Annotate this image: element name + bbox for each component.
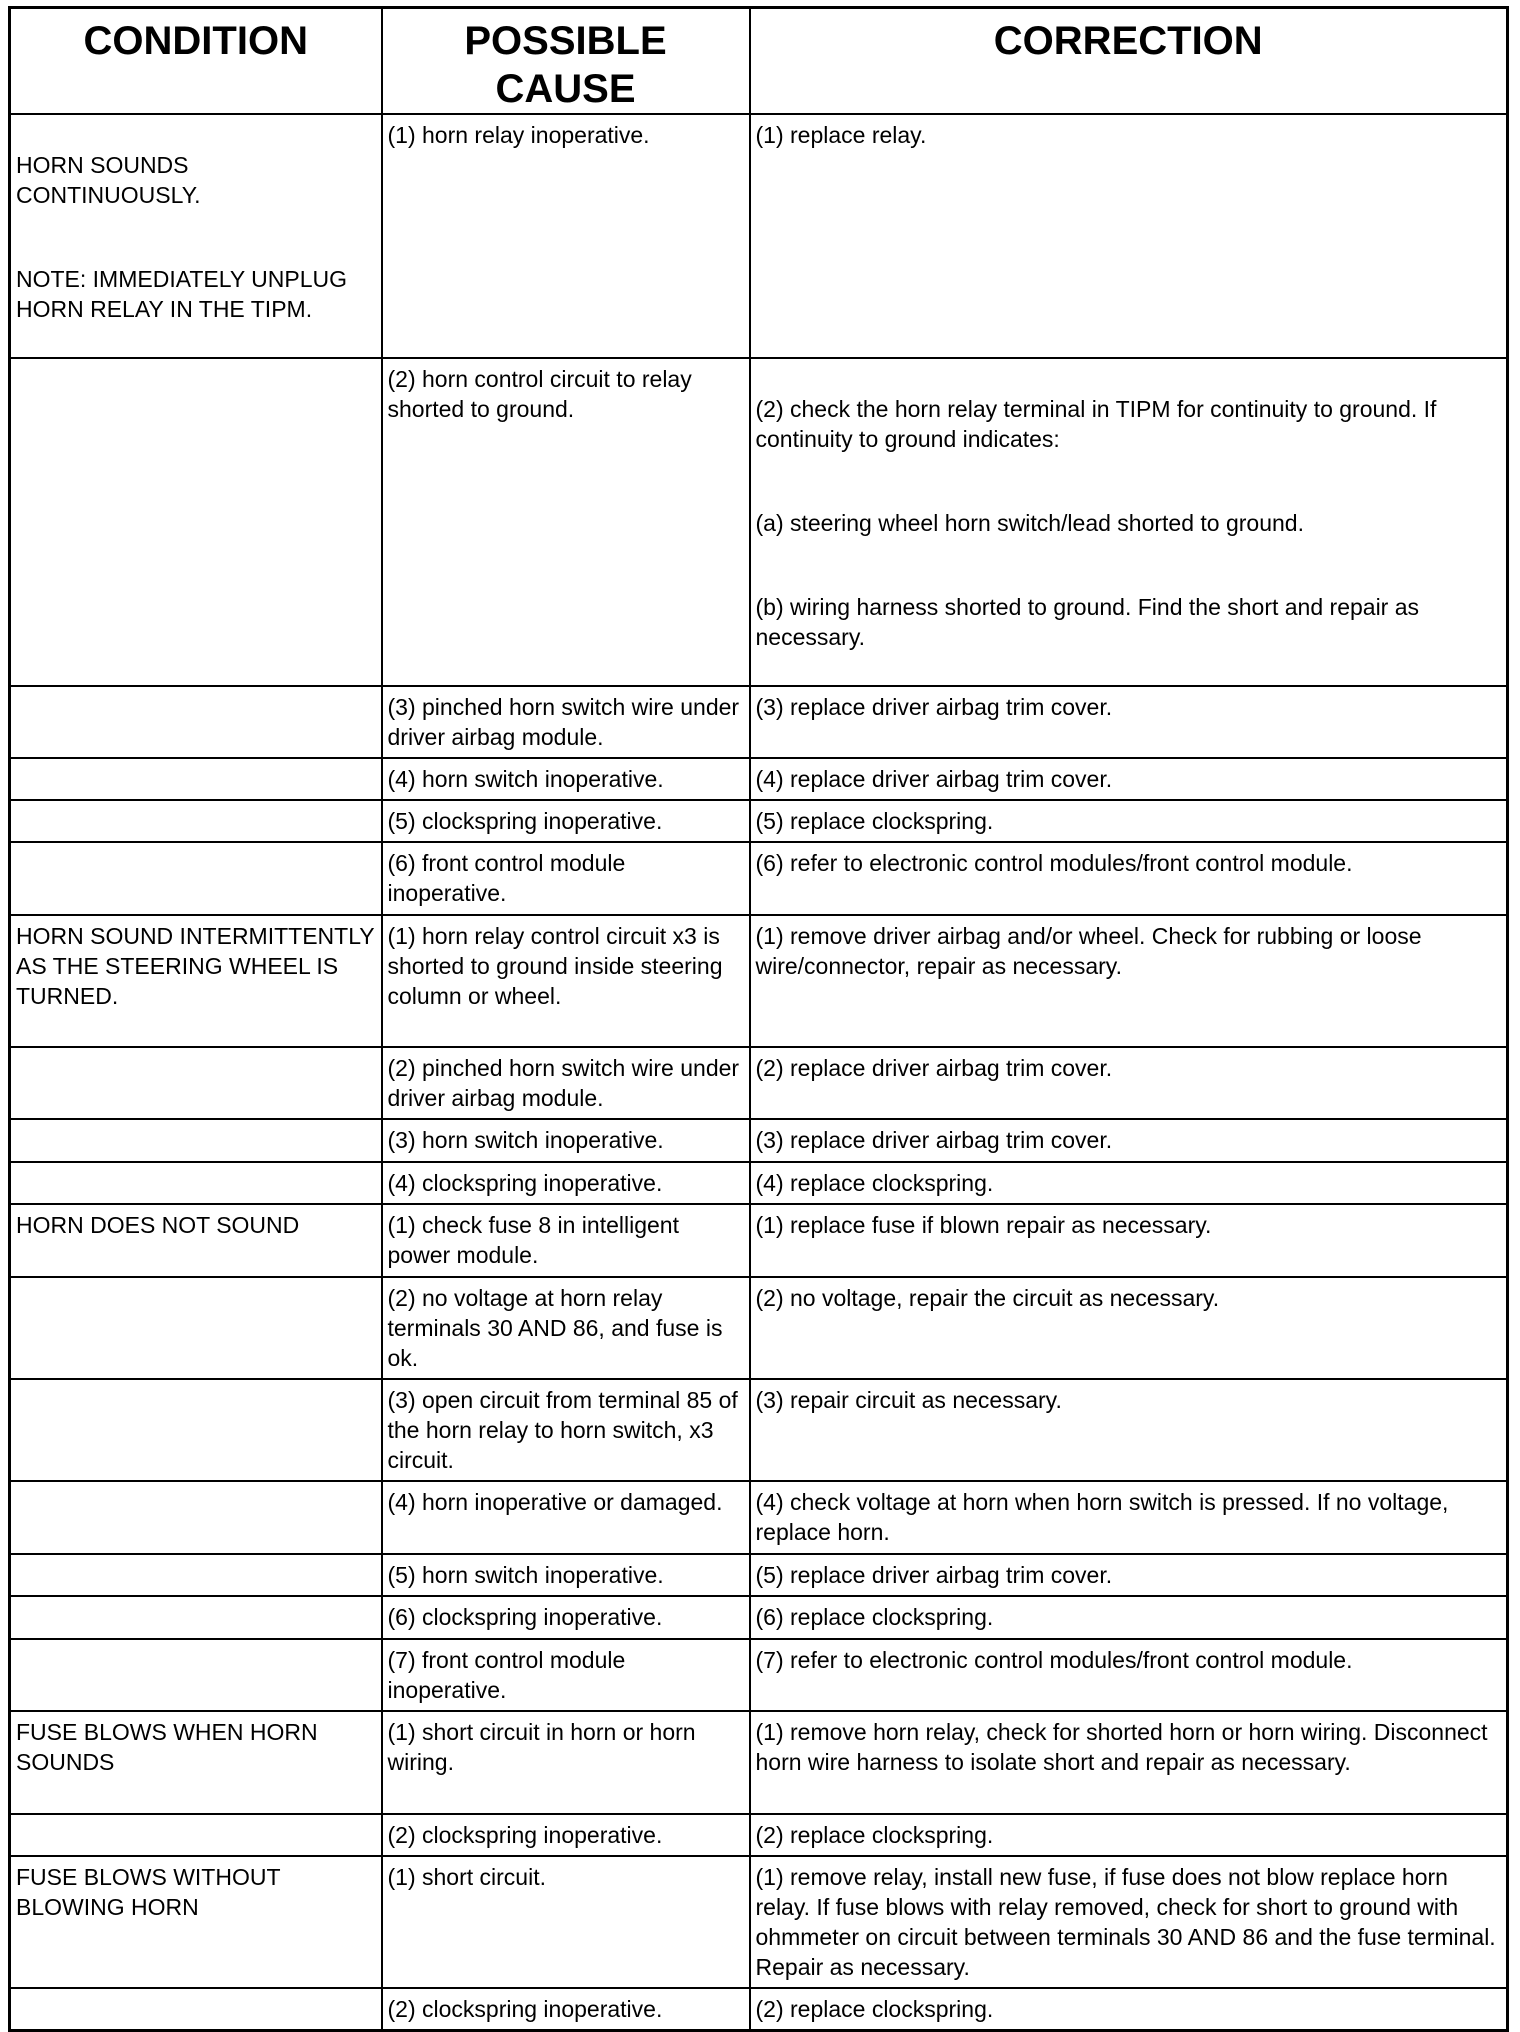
cause-cell: (6) front control module inoperative. bbox=[382, 842, 750, 915]
diagnosis-table bbox=[8, 6, 1509, 2032]
cause-cell: (4) horn switch inoperative. bbox=[382, 758, 750, 800]
cause-cell: (1) short circuit. bbox=[382, 1856, 750, 1988]
correction-sub-a: (a) steering wheel horn switch/lead shorted to ground. bbox=[755, 510, 1304, 536]
correction-cell: (4) check voltage at horn when horn switch is pressed. If no voltage, replace horn. bbox=[750, 1481, 1508, 1554]
condition-cell bbox=[10, 1554, 382, 1596]
condition-cell bbox=[10, 1277, 382, 1379]
correction-cell: (1) remove driver airbag and/or wheel. Check for rubbing or loose wire/connector, repair as necessary. bbox=[750, 915, 1508, 1047]
condition-cell bbox=[10, 1639, 382, 1711]
condition-cell bbox=[10, 842, 382, 915]
table-row bbox=[10, 915, 1508, 1047]
cause-cell: (2) pinched horn switch wire under driver airbag module. bbox=[382, 1047, 750, 1119]
cause-cell: (2) no voltage at horn relay terminals 30 AND 86, and fuse is ok. bbox=[382, 1277, 750, 1379]
correction-cell: (5) replace clockspring. bbox=[750, 800, 1508, 842]
condition-cell bbox=[10, 758, 382, 800]
cause-cell: (5) clockspring inoperative. bbox=[382, 800, 750, 842]
table-row bbox=[10, 1047, 1508, 1119]
cause-cell: (7) front control module inoperative. bbox=[382, 1639, 750, 1711]
table-row bbox=[10, 1814, 1508, 1856]
condition-cell bbox=[10, 1162, 382, 1204]
cause-cell: (1) short circuit in horn or horn wiring. bbox=[382, 1711, 750, 1814]
table-row bbox=[10, 1119, 1508, 1162]
condition-cell: FUSE BLOWS WITHOUT BLOWING HORN bbox=[10, 1856, 382, 1988]
correction-cell: (3) replace driver airbag trim cover. bbox=[750, 686, 1508, 758]
table-header-row bbox=[10, 8, 1508, 115]
table-row bbox=[10, 114, 1508, 358]
table-row bbox=[10, 1856, 1508, 1988]
correction-sub-b: (b) wiring harness shorted to ground. Find the short and repair as necessary. bbox=[755, 594, 1420, 650]
condition-cell bbox=[10, 1596, 382, 1639]
horn-diagnosis-document bbox=[8, 6, 1506, 2022]
correction-cell: (3) replace driver airbag trim cover. bbox=[750, 1119, 1508, 1162]
condition-cell bbox=[10, 1481, 382, 1554]
cause-cell: (3) open circuit from terminal 85 of the horn relay to horn switch, x3 circuit. bbox=[382, 1379, 750, 1481]
correction-cell: (1) replace relay. bbox=[750, 114, 1508, 358]
cause-cell: (2) clockspring inoperative. bbox=[382, 1988, 750, 2030]
condition-cell bbox=[10, 800, 382, 842]
table-row bbox=[10, 1204, 1508, 1277]
header-correction: CORRECTION bbox=[750, 8, 1508, 115]
table-row bbox=[10, 1554, 1508, 1596]
cause-cell: (1) check fuse 8 in intelligent power module. bbox=[382, 1204, 750, 1277]
correction-cell: (4) replace driver airbag trim cover. bbox=[750, 758, 1508, 800]
correction-text: (2) check the horn relay terminal in TIPM for continuity to ground. If continuity to ground indicates: bbox=[755, 396, 1437, 452]
correction-cell: (3) repair circuit as necessary. bbox=[750, 1379, 1508, 1481]
condition-cell: FUSE BLOWS WHEN HORN SOUNDS bbox=[10, 1711, 382, 1814]
condition-cell bbox=[10, 1379, 382, 1481]
cause-cell: (3) pinched horn switch wire under driver airbag module. bbox=[382, 686, 750, 758]
table-row bbox=[10, 800, 1508, 842]
correction-cell: (4) replace clockspring. bbox=[750, 1162, 1508, 1204]
condition-cell bbox=[10, 358, 382, 686]
correction-cell: (1) remove relay, install new fuse, if fuse does not blow replace horn relay. If fuse blows with relay removed, check for short to ground with ohmmeter on circuit between terminals 30 AND 86 and the fuse terminal. Repair as necessary. bbox=[750, 1856, 1508, 1988]
cause-cell: (1) horn relay inoperative. bbox=[382, 114, 750, 358]
table-row bbox=[10, 1277, 1508, 1379]
condition-cell bbox=[10, 1047, 382, 1119]
table-row bbox=[10, 1639, 1508, 1711]
correction-cell: (1) replace fuse if blown repair as necessary. bbox=[750, 1204, 1508, 1277]
table-row bbox=[10, 1988, 1508, 2030]
table-row bbox=[10, 842, 1508, 915]
condition-cell: HORN DOES NOT SOUND bbox=[10, 1204, 382, 1277]
table-row bbox=[10, 1711, 1508, 1814]
cause-cell: (5) horn switch inoperative. bbox=[382, 1554, 750, 1596]
table-row bbox=[10, 758, 1508, 800]
table-row bbox=[10, 1162, 1508, 1204]
condition-cell bbox=[10, 1119, 382, 1162]
correction-cell: (7) refer to electronic control modules/front control module. bbox=[750, 1639, 1508, 1711]
header-possible-cause-label: POSSIBLE CAUSE bbox=[464, 19, 667, 111]
condition-text: HORN SOUNDS CONTINUOUSLY. bbox=[16, 152, 201, 208]
cause-cell: (1) horn relay control circuit x3 is shorted to ground inside steering column or wheel. bbox=[382, 915, 750, 1047]
correction-cell: (2) replace driver airbag trim cover. bbox=[750, 1047, 1508, 1119]
cause-cell: (2) horn control circuit to relay shorted to ground. bbox=[382, 358, 750, 686]
table-row bbox=[10, 1481, 1508, 1554]
cause-cell: (4) clockspring inoperative. bbox=[382, 1162, 750, 1204]
cause-cell: (6) clockspring inoperative. bbox=[382, 1596, 750, 1639]
header-possible-cause bbox=[382, 8, 750, 115]
table-row bbox=[10, 686, 1508, 758]
correction-cell: (2) no voltage, repair the circuit as necessary. bbox=[750, 1277, 1508, 1379]
cause-cell: (2) clockspring inoperative. bbox=[382, 1814, 750, 1856]
table-row bbox=[10, 1596, 1508, 1639]
condition-cell bbox=[10, 1988, 382, 2030]
correction-cell: (2) replace clockspring. bbox=[750, 1814, 1508, 1856]
condition-cell bbox=[10, 1814, 382, 1856]
correction-cell: (6) replace clockspring. bbox=[750, 1596, 1508, 1639]
table-row bbox=[10, 358, 1508, 686]
correction-cell: (2) replace clockspring. bbox=[750, 1988, 1508, 2030]
condition-cell: HORN SOUND INTERMITTENTLY AS THE STEERING WHEEL IS TURNED. bbox=[10, 915, 382, 1047]
condition-note: NOTE: IMMEDIATELY UNPLUG HORN RELAY IN THE TIPM. bbox=[16, 266, 347, 322]
condition-cell bbox=[10, 114, 382, 358]
cause-cell: (3) horn switch inoperative. bbox=[382, 1119, 750, 1162]
table-row bbox=[10, 1379, 1508, 1481]
cause-cell: (4) horn inoperative or damaged. bbox=[382, 1481, 750, 1554]
condition-cell bbox=[10, 686, 382, 758]
header-condition: CONDITION bbox=[10, 8, 382, 115]
correction-cell: (5) replace driver airbag trim cover. bbox=[750, 1554, 1508, 1596]
correction-cell: (1) remove horn relay, check for shorted horn or horn wiring. Disconnect horn wire harness to isolate short and repair as necessary. bbox=[750, 1711, 1508, 1814]
correction-cell bbox=[750, 358, 1508, 686]
correction-cell: (6) refer to electronic control modules/front control module. bbox=[750, 842, 1508, 915]
